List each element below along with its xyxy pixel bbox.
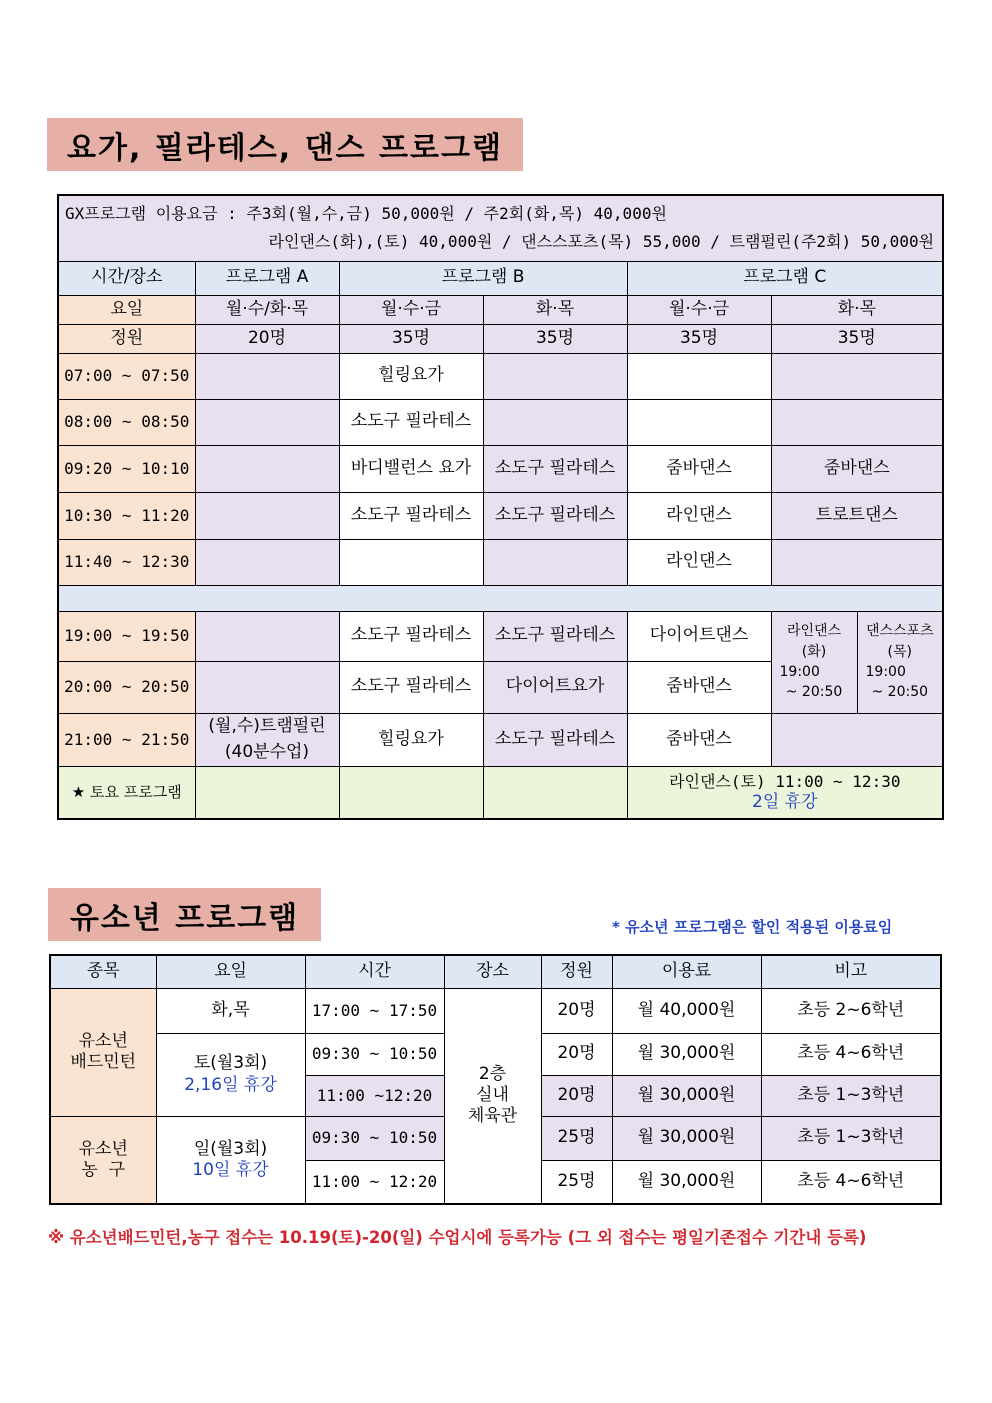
capacity-cell: 25명 (541, 1116, 612, 1160)
capacity-c1: 35명 (627, 324, 771, 353)
line-dance-time-end: ~ 20:50 (785, 684, 843, 701)
days-b2: 화·목 (483, 295, 627, 324)
saturday-line-2: 2,16일 휴강 (184, 1074, 277, 1095)
saturday-b2 (483, 766, 627, 819)
fee-cell: 월 30,000원 (612, 1075, 761, 1116)
note-cell: 초등 1~3학년 (761, 1075, 941, 1116)
header-program-a: 프로그램 A (195, 261, 339, 295)
program-c1-cell: 줌바댄스 (627, 445, 771, 492)
schedule-row (58, 539, 943, 585)
schedule-row (58, 611, 943, 661)
program-b2-cell: 소도구 필라테스 (483, 492, 627, 539)
place-line-1: 2층 (478, 1063, 507, 1084)
day-saturday (156, 1033, 305, 1116)
program-b1-cell: 소도구 필라테스 (339, 399, 483, 445)
program-b2-cell: 소도구 필라테스 (483, 713, 627, 766)
program-c2-cell (771, 353, 943, 399)
note-cell: 초등 2~6학년 (761, 988, 941, 1033)
capacity-label: 정원 (58, 324, 195, 353)
fee-cell: 월 30,000원 (612, 1116, 761, 1160)
separator-row (58, 585, 943, 611)
badminton-line-1: 유소년 (78, 1030, 128, 1051)
program-c1-cell: 라인댄스 (627, 539, 771, 585)
gx-schedule-table (57, 194, 944, 820)
capacity-cell: 20명 (541, 1075, 612, 1116)
saturday-program (627, 766, 943, 819)
sunday-line-1: 일(월3회) (193, 1138, 268, 1159)
place-cell (444, 988, 541, 1204)
program-c2-cell: 트로트댄스 (771, 492, 943, 539)
badminton-line-2: 배드민턴 (70, 1052, 137, 1072)
time-cell: 10:30 ~ 11:20 (58, 492, 195, 539)
program-a-cell (195, 353, 339, 399)
time-cell: 11:00 ~ 12:20 (305, 1160, 444, 1204)
capacity-cell: 20명 (541, 988, 612, 1033)
dance-sport-name: 댄스스포츠 (865, 623, 934, 640)
program-c1-cell: 줌바댄스 (627, 661, 771, 713)
schedule-row (58, 492, 943, 539)
header-program-c: 프로그램 C (627, 261, 943, 295)
time-cell: 09:20 ~ 10:10 (58, 445, 195, 492)
trampoline-duration: (40분수업) (224, 741, 310, 762)
schedule-row (58, 353, 943, 399)
program-b1-cell: 소도구 필라테스 (339, 611, 483, 661)
program-b1-cell: 힐링요가 (339, 353, 483, 399)
program-a-cell (195, 399, 339, 445)
days-c2: 화·목 (771, 295, 943, 324)
time-cell: 19:00 ~ 19:50 (58, 611, 195, 661)
capacity-cell: 20명 (541, 1033, 612, 1075)
basketball-line-2: 농 구 (81, 1159, 126, 1180)
capacity-b2: 35명 (483, 324, 627, 353)
note-cell: 초등 4~6학년 (761, 1033, 941, 1075)
line-dance-cell (771, 611, 857, 713)
schedule-row (58, 445, 943, 492)
header-day: 요일 (156, 955, 305, 988)
time-cell: 08:00 ~ 08:50 (58, 399, 195, 445)
sport-basketball (50, 1116, 156, 1204)
place-line-3: 체육관 (467, 1106, 518, 1127)
program-a-cell (195, 539, 339, 585)
sunday-line-2: 10일 휴강 (192, 1159, 269, 1180)
program-b1-cell (339, 539, 483, 585)
time-cell: 17:00 ~ 17:50 (305, 988, 444, 1033)
trampoline-label: (월,수)트램펄린 (208, 716, 326, 737)
saturday-a (195, 766, 339, 819)
section1-title-text: 요가, 필라테스, 댄스 프로그램 (67, 130, 503, 166)
section2-title-text: 유소년 프로그램 (69, 900, 300, 936)
sport-badminton (50, 988, 156, 1116)
capacity-cell: 25명 (541, 1160, 612, 1204)
dance-sport-cell (857, 611, 943, 713)
days-b1: 월·수·금 (339, 295, 483, 324)
saturday-line-dance: 라인댄스(토) 11:00 ~ 12:30 (669, 771, 901, 791)
program-c1-cell: 줌바댄스 (627, 713, 771, 766)
saturday-label: ★ 토요 프로그램 (58, 766, 195, 819)
youth-program-table (49, 954, 942, 1205)
program-c2-cell (771, 713, 943, 766)
program-c2-cell (771, 539, 943, 585)
discount-note: * 유소년 프로그램은 할인 적용된 이용료임 (612, 918, 893, 936)
fee-cell: 월 30,000원 (612, 1160, 761, 1204)
saturday-line-1: 토(월3회) (193, 1053, 268, 1074)
saturday-b1 (339, 766, 483, 819)
fee-cell: 월 40,000원 (612, 988, 761, 1033)
time-cell: 09:30 ~ 10:50 (305, 1033, 444, 1075)
fee-line-1: GX프로그램 이용요금 : 주3회(월,수,금) 50,000원 / 주2회(화,목) 40,000원 (65, 204, 667, 224)
fee-line-2: 라인댄스(화),(토) 40,000원 / 댄스스포츠(목) 55,000 / 트램펄린(주2회) 50,000원 (268, 232, 935, 252)
note-cell: 초등 4~6학년 (761, 1160, 941, 1204)
program-a-cell (195, 611, 339, 661)
program-a-cell (195, 492, 339, 539)
program-c2-cell (771, 399, 943, 445)
time-cell: 07:00 ~ 07:50 (58, 353, 195, 399)
header-place: 장소 (444, 955, 541, 988)
dance-sport-time-start: 19:00 (865, 664, 906, 680)
header-note: 비고 (761, 955, 941, 988)
days-label: 요일 (58, 295, 195, 324)
program-b1-cell: 소도구 필라테스 (339, 492, 483, 539)
time-cell: 11:40 ~ 12:30 (58, 539, 195, 585)
time-cell: 11:00 ~12:20 (305, 1075, 444, 1116)
time-cell: 09:30 ~ 10:50 (305, 1116, 444, 1160)
program-a-cell (195, 661, 339, 713)
program-b1-cell: 바디밸런스 요가 (339, 445, 483, 492)
header-fee: 이용료 (612, 955, 761, 988)
program-b2-cell: 소도구 필라테스 (483, 445, 627, 492)
note-cell: 초등 1~3학년 (761, 1116, 941, 1160)
program-b2-cell (483, 399, 627, 445)
capacity-c2: 35명 (771, 324, 943, 353)
line-dance-day: (화) (801, 643, 827, 660)
program-b1-cell: 소도구 필라테스 (339, 661, 483, 713)
program-b1-cell: 힐링요가 (339, 713, 483, 766)
days-a: 월·수/화·목 (195, 295, 339, 324)
capacity-a: 20명 (195, 324, 339, 353)
line-dance-name: 라인댄스 (786, 623, 842, 640)
program-c1-cell: 다이어트댄스 (627, 611, 771, 661)
capacity-b1: 35명 (339, 324, 483, 353)
program-b2-cell: 다이어트요가 (483, 661, 627, 713)
saturday-holiday: 2일 휴강 (752, 791, 818, 812)
day-sunday (156, 1116, 305, 1204)
header-time-place: 시간/장소 (58, 261, 195, 295)
program-b2-cell (483, 353, 627, 399)
days-c1: 월·수·금 (627, 295, 771, 324)
dance-sport-time-end: ~ 20:50 (871, 684, 929, 701)
header-capacity: 정원 (541, 955, 612, 988)
program-b2-cell (483, 539, 627, 585)
program-c2-cell: 줌바댄스 (771, 445, 943, 492)
day-tue-thu: 화,목 (156, 988, 305, 1033)
time-cell: 21:00 ~ 21:50 (58, 713, 195, 766)
schedule-row (58, 713, 943, 766)
section2-title (48, 888, 321, 941)
line-dance-time-start: 19:00 (779, 664, 820, 680)
registration-notice: ※ 유소년배드민턴,농구 접수는 10.19(토)-20(일) 수업시에 등록가능 (그 외 접수는 평일기존접수 기간내 등록) (48, 1228, 867, 1247)
fee-cell: 월 30,000원 (612, 1033, 761, 1075)
header-time: 시간 (305, 955, 444, 988)
time-cell: 20:00 ~ 20:50 (58, 661, 195, 713)
program-c1-cell (627, 399, 771, 445)
program-a-cell (195, 445, 339, 492)
fee-info (58, 195, 943, 261)
place-line-2: 실내 (476, 1085, 509, 1106)
header-sport: 종목 (50, 955, 156, 988)
table-row (50, 988, 941, 1033)
program-b2-cell: 소도구 필라테스 (483, 611, 627, 661)
section1-title (47, 118, 523, 171)
dance-sport-day: (목) (887, 643, 912, 660)
schedule-row (58, 399, 943, 445)
header-program-b: 프로그램 B (339, 261, 627, 295)
program-a-cell (195, 713, 339, 766)
program-c1-cell: 라인댄스 (627, 492, 771, 539)
program-c1-cell (627, 353, 771, 399)
basketball-line-1: 유소년 (78, 1138, 128, 1159)
